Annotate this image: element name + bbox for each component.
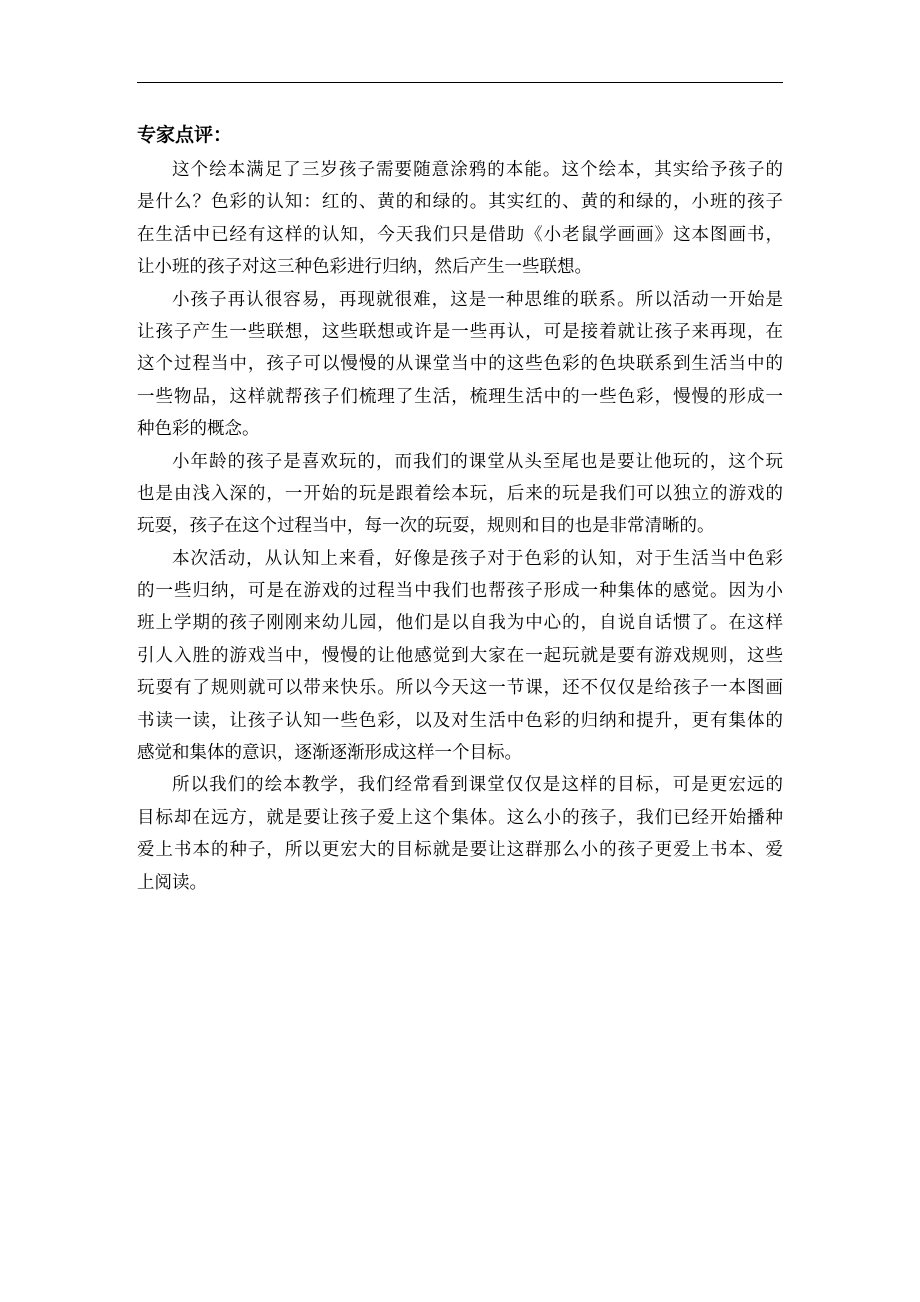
paragraph-line: 种色彩的概念。: [137, 419, 260, 440]
paragraph-line: 一些物品，这样就帮孩子们梳理了生活，梳理生活中的一些色彩，慢慢的形成一: [137, 386, 783, 407]
content-area: [137, 118, 783, 899]
paragraph-line: 这个过程当中，孩子可以慢慢的从课堂当中的这些色彩的色块联系到生活当中的: [137, 354, 783, 375]
paragraph-line: 是什么？色彩的认知：红的、黄的和绿的。其实红的、黄的和绿的，小班的孩子: [137, 192, 783, 213]
paragraph-line: 小年龄的孩子是喜欢玩的，而我们的课堂从头至尾也是要让他玩的，这个玩: [172, 451, 783, 472]
paragraph-line: 书读一读，让孩子认知一些色彩，以及对生活中色彩的归纳和提升，更有集体的: [137, 710, 783, 731]
header-rule: [137, 82, 783, 83]
paragraph-4: [137, 543, 783, 770]
paragraph-line: 玩耍有了规则就可以带来快乐。所以今天这一节课，还不仅仅是给孩子一本图画: [137, 678, 783, 699]
paragraph-line: 本次活动，从认知上来看，好像是孩子对于色彩的认知，对于生活当中色彩: [172, 548, 783, 569]
paragraph-5: [137, 769, 783, 899]
paragraph-line: 让小班的孩子对这三种色彩进行归纳，然后产生一些联想。: [137, 257, 592, 278]
paragraph-line: 上阅读。: [137, 872, 207, 893]
paragraph-line: 让孩子产生一些联想，这些联想或许是一些再认，可是接着就让孩子来再现，在: [137, 321, 783, 342]
paragraph-line: 小孩子再认很容易，再现就很难，这是一种思维的联系。所以活动一开始是: [172, 289, 783, 310]
paragraph-line: 玩耍，孩子在这个过程当中，每一次的玩耍，规则和目的也是非常清晰的。: [137, 516, 715, 537]
paragraph-line: 所以我们的绘本教学，我们经常看到课堂仅仅是这样的目标，可是更宏远的: [172, 775, 783, 796]
paragraph-3: [137, 446, 783, 543]
paragraph-line: 班上学期的孩子刚刚来幼儿园，他们是以自我为中心的，自说自话惯了。在这样: [137, 613, 783, 634]
paragraph-1: [137, 154, 783, 284]
paragraph-line: 也是由浅入深的，一开始的玩是跟着绘本玩，后来的玩是我们可以独立的游戏的: [137, 483, 783, 504]
paragraph-line: 引人入胜的游戏当中，慢慢的让他感觉到大家在一起玩就是要有游戏规则，这些: [137, 645, 783, 666]
paragraph-line: 的一些归纳，可是在游戏的过程当中我们也帮孩子形成一种集体的感觉。因为小: [137, 581, 783, 602]
paragraph-2: [137, 284, 783, 446]
paragraph-line: 感觉和集体的意识，逐渐逐渐形成这样一个目标。: [137, 743, 522, 764]
paragraph-line: 目标却在远方，就是要让孩子爱上这个集体。这么小的孩子，我们已经开始播种: [137, 807, 783, 828]
paragraph-line: 爱上书本的种子，所以更宏大的目标就是要让这群那么小的孩子更爱上书本、爱: [137, 840, 783, 861]
paragraph-line: 在生活中已经有这样的认知，今天我们只是借助《小老鼠学画画》这本图画书，: [137, 224, 783, 245]
paragraph-line: 这个绘本满足了三岁孩子需要随意涂鸦的本能。这个绘本，其实给予孩子的: [172, 160, 783, 180]
section-heading: 专家点评：: [137, 124, 233, 146]
